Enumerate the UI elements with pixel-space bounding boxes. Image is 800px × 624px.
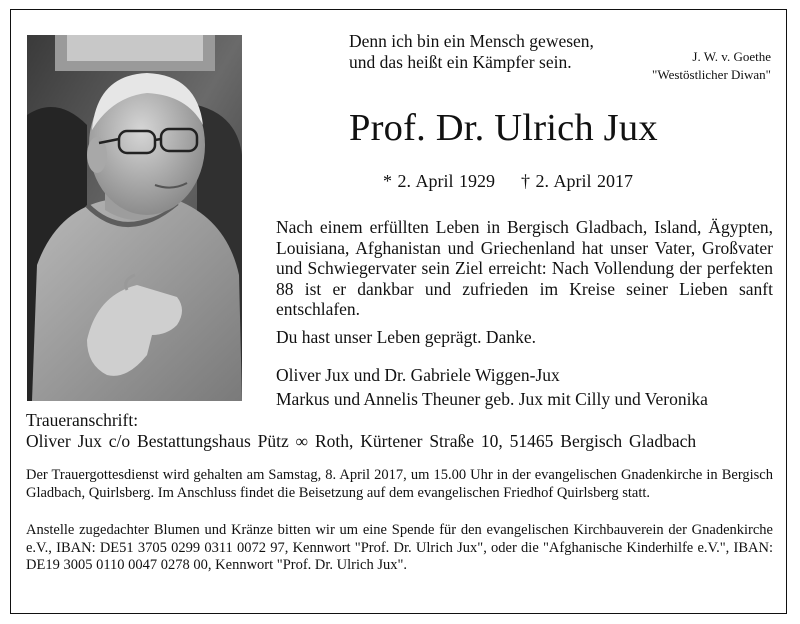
obituary-text: Nach einem erfüllten Leben in Bergisch Gladbach, Island, Ägypten, Louisiana, Afghanistan und Griechenland hat unser Vater, Großvater und Schwiegervater sein Ziel erreicht: Nach Vollendung der perfekten 88 ist er dankbar und zufrieden im Kreise seiner Lieben sanft entschlafen.	[276, 217, 773, 319]
mourning-address: Oliver Jux c/o Bestattungshaus Pütz ∞ Roth, Kürtener Straße 10, 51465 Bergisch Gladbach	[26, 431, 697, 451]
deceased-name: Prof. Dr. Ulrich Jux	[349, 107, 658, 149]
mourner-line: Markus und Annelis Theuner geb. Jux mit Cilly und Veronika	[276, 389, 708, 409]
donation-request: Anstelle zugedachter Blumen und Kränze bitten wir um eine Spende für den evangelischen Kirchbauverein der Gnadenkirche e.V., IBAN: DE51 3705 0299 0311 0072 97, Kennwort "Prof. Dr. Ulrich Jux", oder die "Afghanische Kinderhilfe e.V.", IBAN: DE19 3005 0110 0047 0278 00, Kennwort "Prof. Dr. Ulrich Jux".	[26, 522, 773, 573]
death-date: † 2. April 2017	[521, 171, 634, 191]
thanks-line: Du hast unser Leben geprägt. Danke.	[276, 327, 536, 347]
life-dates	[383, 170, 633, 192]
address-label: Traueranschrift:	[26, 410, 139, 430]
quote-author: J. W. v. Goethe	[692, 49, 771, 64]
mourner-line: Oliver Jux und Dr. Gabriele Wiggen-Jux	[276, 365, 560, 385]
quote-attribution	[652, 48, 771, 84]
quote-text: Denn ich bin ein Mensch gewesen, und das heißt ein Kämpfer sein.	[349, 31, 594, 72]
mourners-list	[276, 363, 776, 411]
birth-date: * 2. April 1929	[383, 171, 496, 191]
funeral-service-info: Der Trauergottesdienst wird gehalten am Samstag, 8. April 2017, um 15.00 Uhr in der evangelischen Gnadenkirche in Bergisch Gladbach, Quirlsberg. Im Anschluss findet die Beisetzung auf dem evangelischen Friedhof Quirlsberg statt.	[26, 467, 773, 501]
portrait-photo	[27, 35, 242, 401]
quote-source: "Westöstlicher Diwan"	[652, 67, 771, 82]
